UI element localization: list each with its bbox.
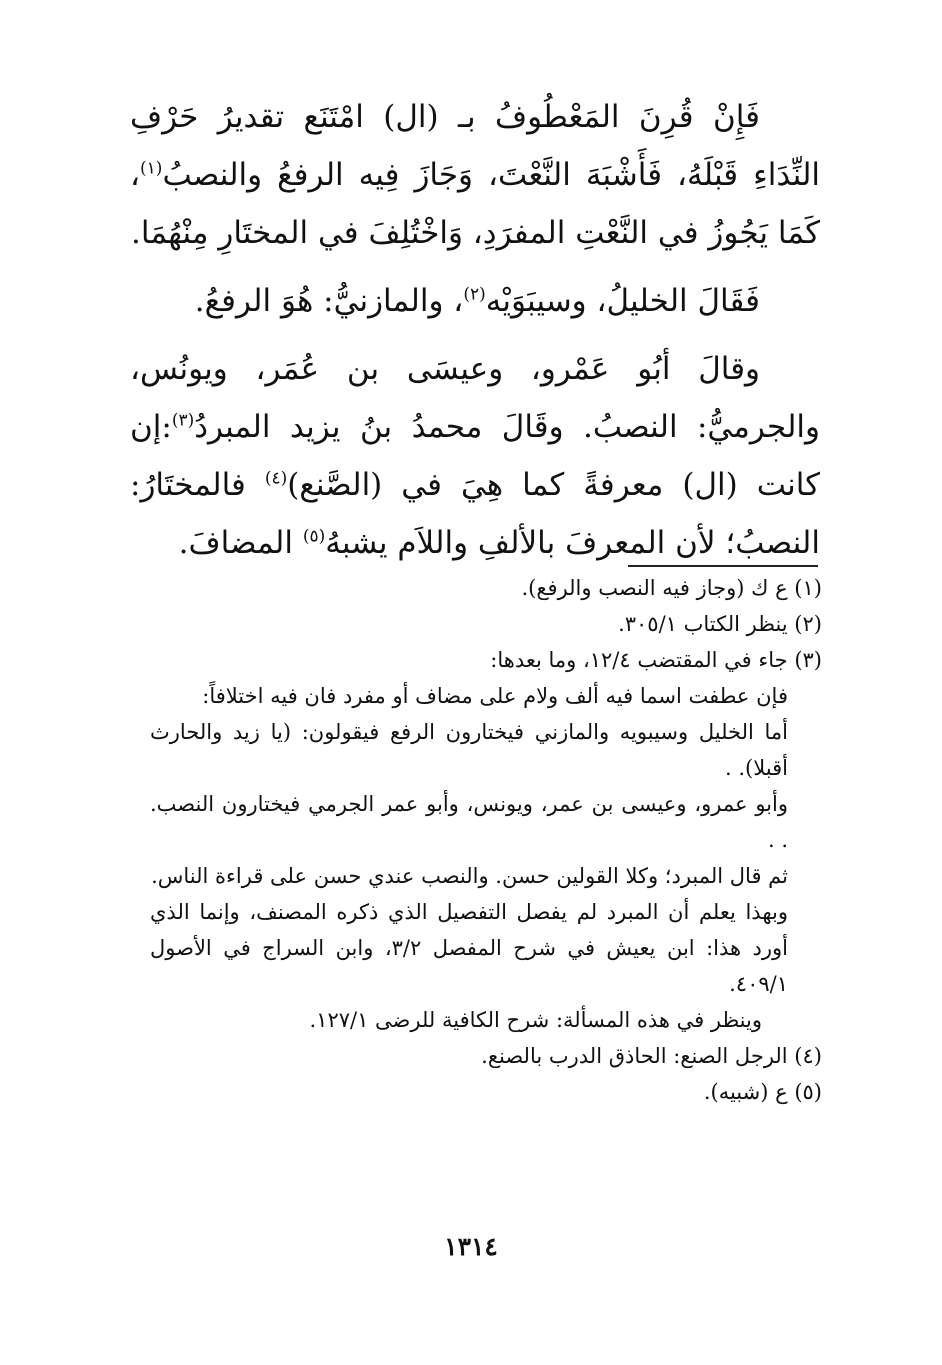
paragraph-3-part-c: فالمختَارُ: النصبُ؛ لأن المعرفَ بالألفِ واللاَم يشبهُ — [130, 467, 820, 561]
paragraph-3 — [130, 340, 820, 572]
footnote-ref-3: (٣) — [171, 410, 195, 431]
footnote-3-quote-2: أما الخليل وسيبويه والمازني فيختارون الرفع فيقولون: (يا زيد والحارث أقبلا). . — [150, 720, 788, 780]
footnote-3-quote-1: فإن عطفت اسما فيه ألف ولام على مضاف أو مفرد فان فيه اختلافاً: — [202, 684, 788, 708]
paragraph-3-text: وقالَ أبُو عَمْرو، وعيسَى بن عُمَر، ويونُس، والجرميُّ: النصبُ. وقَالَ محمدُ بنُ يزيد المبردُ — [130, 351, 820, 445]
footnote-3-quote-4: ثم قال المبرد؛ وكلا القولين حسن. والنصب عندي حسن على قراءة الناس. — [151, 864, 788, 888]
footnote-divider — [628, 565, 818, 567]
footnote-5: (٥) ع (شبيه). — [703, 1080, 822, 1104]
footnote-ref-2: (٢) — [463, 284, 486, 305]
paragraph-3-part-d: المضافَ. — [178, 525, 303, 561]
paragraph-3-part-b: :إن كانت (ال) معرفةً كما هِيَ في (الصَّنع) — [130, 409, 820, 503]
footnote-ref-4: (٤) — [264, 468, 288, 489]
footnote-ref-5: (٥) — [302, 526, 326, 547]
footnote-3-see-also: وينظر في هذه المسألة: شرح الكافية للرضى ١٢٧/١. — [309, 1008, 762, 1032]
footnote-3-comment: وبهذا يعلم أن المبرد لم يفصل التفصيل الذي ذكره المصنف، وإنما الذي أورد هذا: ابن يعيش في شرح المفصل ٣/٢، وابن السراج في الأصول ٤٠٩/١. — [150, 900, 788, 996]
paragraph-2-rest: ، والمازنيُّ: هُوَ الرفعُ. — [194, 283, 464, 319]
paragraph-2-text: فَقَالَ الخليلُ، وسيبَوَيْه — [485, 283, 760, 319]
footnote-2: (٢) ينظر الكتاب ٣٠٥/١. — [618, 612, 822, 636]
page-number: ١٣١٤ — [444, 1232, 498, 1261]
footnote-ref-1: (١) — [140, 158, 163, 179]
footnotes — [150, 570, 822, 1110]
paragraph-1-rest: ، كَمَا يَجُوزُ في النَّعْتِ المفرَدِ، وَاخْتُلِفَ في المختَارِ مِنْهُمَا. — [130, 157, 820, 251]
paragraph-1-text: فَإِنْ قُرِنَ المَعْطُوفُ بـ (ال) امْتَنَع تقديرُ حَرْفِ النِّدَاءِ قَبْلَهُ، فَأَشْبَهَ النَّعْتَ، وَجَازَ فِيه الرفعُ والنصبُ — [130, 99, 820, 193]
footnote-3-quote-3: وأبو عمرو، وعيسى بن عمر، ويونس، وأبو عمر الجرمي فيختارون النصب. . . — [150, 792, 788, 852]
footnote-3-intro: (٣) جاء في المقتضب ١٢/٤، وما بعدها: — [490, 648, 822, 672]
paragraph-1 — [130, 88, 820, 262]
paragraph-2 — [130, 272, 820, 330]
footnote-4: (٤) الرجل الصنع: الحاذق الدرب بالصنع. — [481, 1044, 822, 1068]
footnote-1: (١) ع ك (وجاز فيه النصب والرفع). — [521, 576, 822, 600]
main-text — [130, 88, 820, 572]
